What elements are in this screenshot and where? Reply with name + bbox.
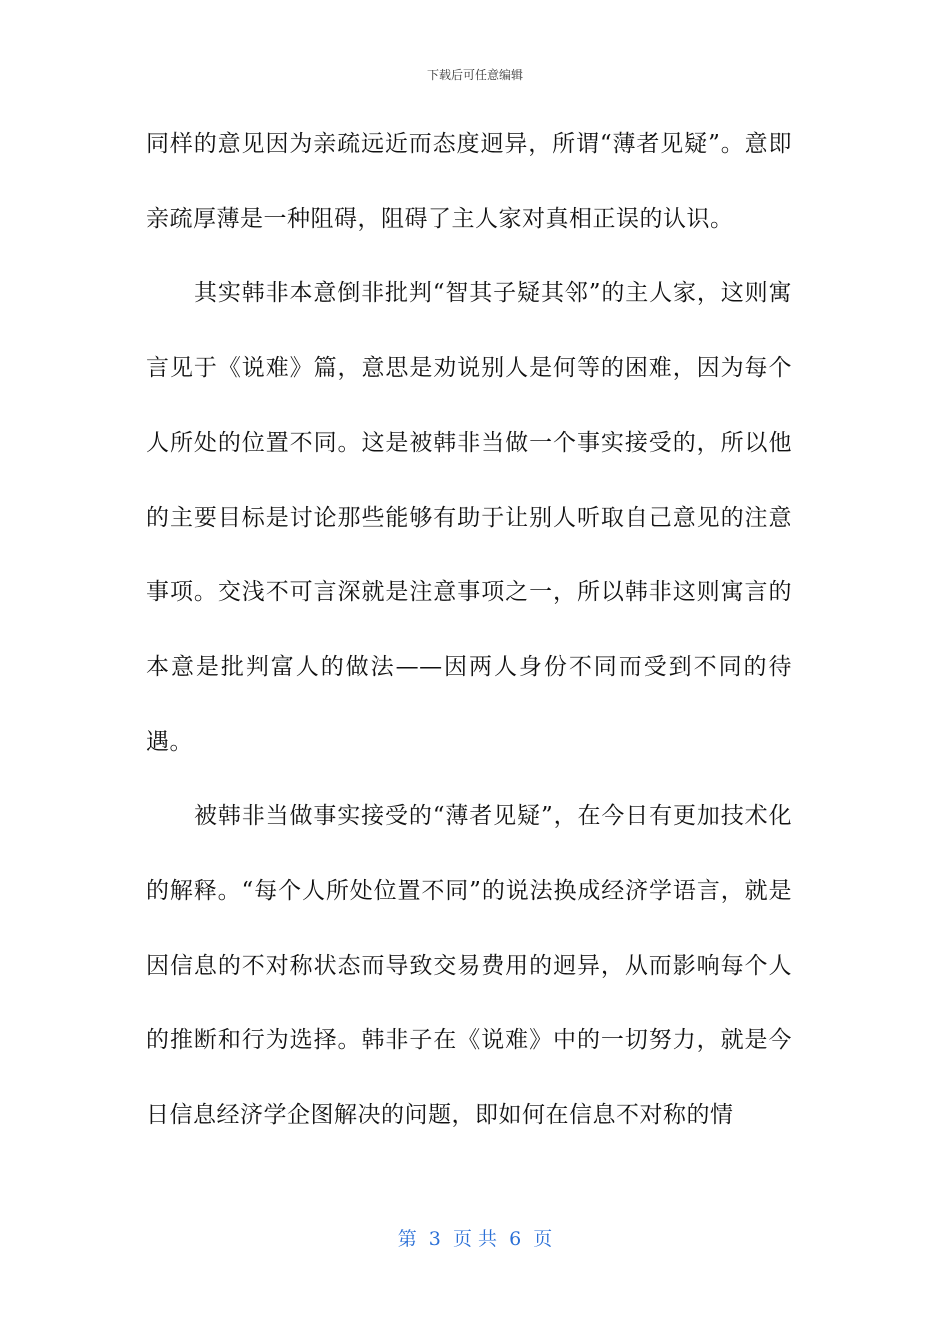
page-header: 下载后可任意编辑: [426, 68, 523, 82]
page-number-footer: 第 3 页 共 6 页: [397, 1228, 553, 1250]
paragraph-1: 同样的意见因为亲疏远近而态度迥异，所谓“薄者见疑”。意即亲疏厚薄是一种阻碍，阻碍了主人家对真相正误的认识。: [146, 131, 792, 232]
paragraph-2: 其实韩非本意倒非批判“智其子疑其邻”的主人家，这则寓言见于《说难》篇，意思是劝说别人是何等的困难，因为每个人所处的位置不同。这是被韩非当做一个事实接受的，所以他的主要目标是讨论那些能够有助于让别人听取自己意见的注意事项。交浅不可言深就是注意事项之一，所以韩非这则寓言的本意是批判富人的做法——因两人身份不同而受到不同的待遇。: [146, 280, 792, 755]
paragraph-3: 被韩非当做事实接受的“薄者见疑”，在今日有更加技术化的解释。“每个人所处位置不同”的说法换成经济学语言，就是因信息的不对称状态而导致交易费用的迥异，从而影响每个人的推断和行为选择。韩非子在《说难》中的一切努力，就是今日信息经济学企图解决的问题，即如何在信息不对称的情: [146, 803, 792, 1129]
document-body: [146, 107, 792, 1153]
